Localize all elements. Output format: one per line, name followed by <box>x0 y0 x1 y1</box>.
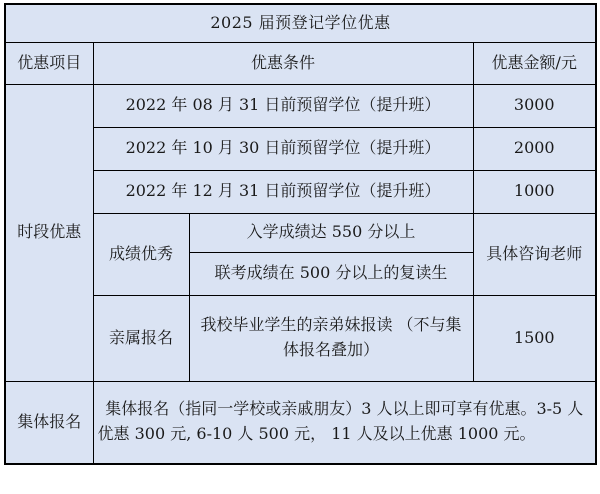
col-header-amount: 优惠金额/元 <box>473 42 596 84</box>
relative-group-label: 亲属报名 <box>93 295 189 381</box>
condition-cell: 2022 年 08 月 31 日前预留学位（提升班） <box>93 84 473 127</box>
table-row-score-1 <box>5 213 596 252</box>
col-header-condition: 优惠条件 <box>93 42 473 84</box>
amount-cell: 具体咨询老师 <box>473 213 596 295</box>
amount-cell: 2000 <box>473 127 596 170</box>
col-header-item: 优惠项目 <box>5 42 93 84</box>
table-row-relative <box>5 295 596 381</box>
discount-table <box>4 3 597 465</box>
time-group-label: 时段优惠 <box>5 84 93 381</box>
table-row-group-signup <box>5 381 596 464</box>
group-signup-description: 集体报名（指同一学校或亲戚朋友）3 人以上即可享有优惠。3-5 人优惠 300 元, 6-10 人 500 元， 11 人及以上优惠 1000 元。 <box>93 381 596 464</box>
title-row <box>5 4 596 42</box>
table-row-date-1 <box>5 84 596 127</box>
column-header-row <box>5 42 596 84</box>
score-group-label: 成绩优秀 <box>93 213 189 295</box>
condition-cell: 联考成绩在 500 分以上的复读生 <box>189 252 473 295</box>
table-row-date-3 <box>5 170 596 213</box>
condition-cell: 入学成绩达 550 分以上 <box>189 213 473 252</box>
table-title: 2025 届预登记学位优惠 <box>5 4 596 42</box>
group-signup-label: 集体报名 <box>5 381 93 464</box>
table-row-date-2 <box>5 127 596 170</box>
condition-cell: 2022 年 10 月 30 日前预留学位（提升班） <box>93 127 473 170</box>
amount-cell: 1000 <box>473 170 596 213</box>
amount-cell: 1500 <box>473 295 596 381</box>
condition-cell: 我校毕业学生的亲弟妹报读 （不与集体报名叠加） <box>189 295 473 381</box>
condition-cell: 2022 年 12 月 31 日前预留学位（提升班） <box>93 170 473 213</box>
amount-cell: 3000 <box>473 84 596 127</box>
